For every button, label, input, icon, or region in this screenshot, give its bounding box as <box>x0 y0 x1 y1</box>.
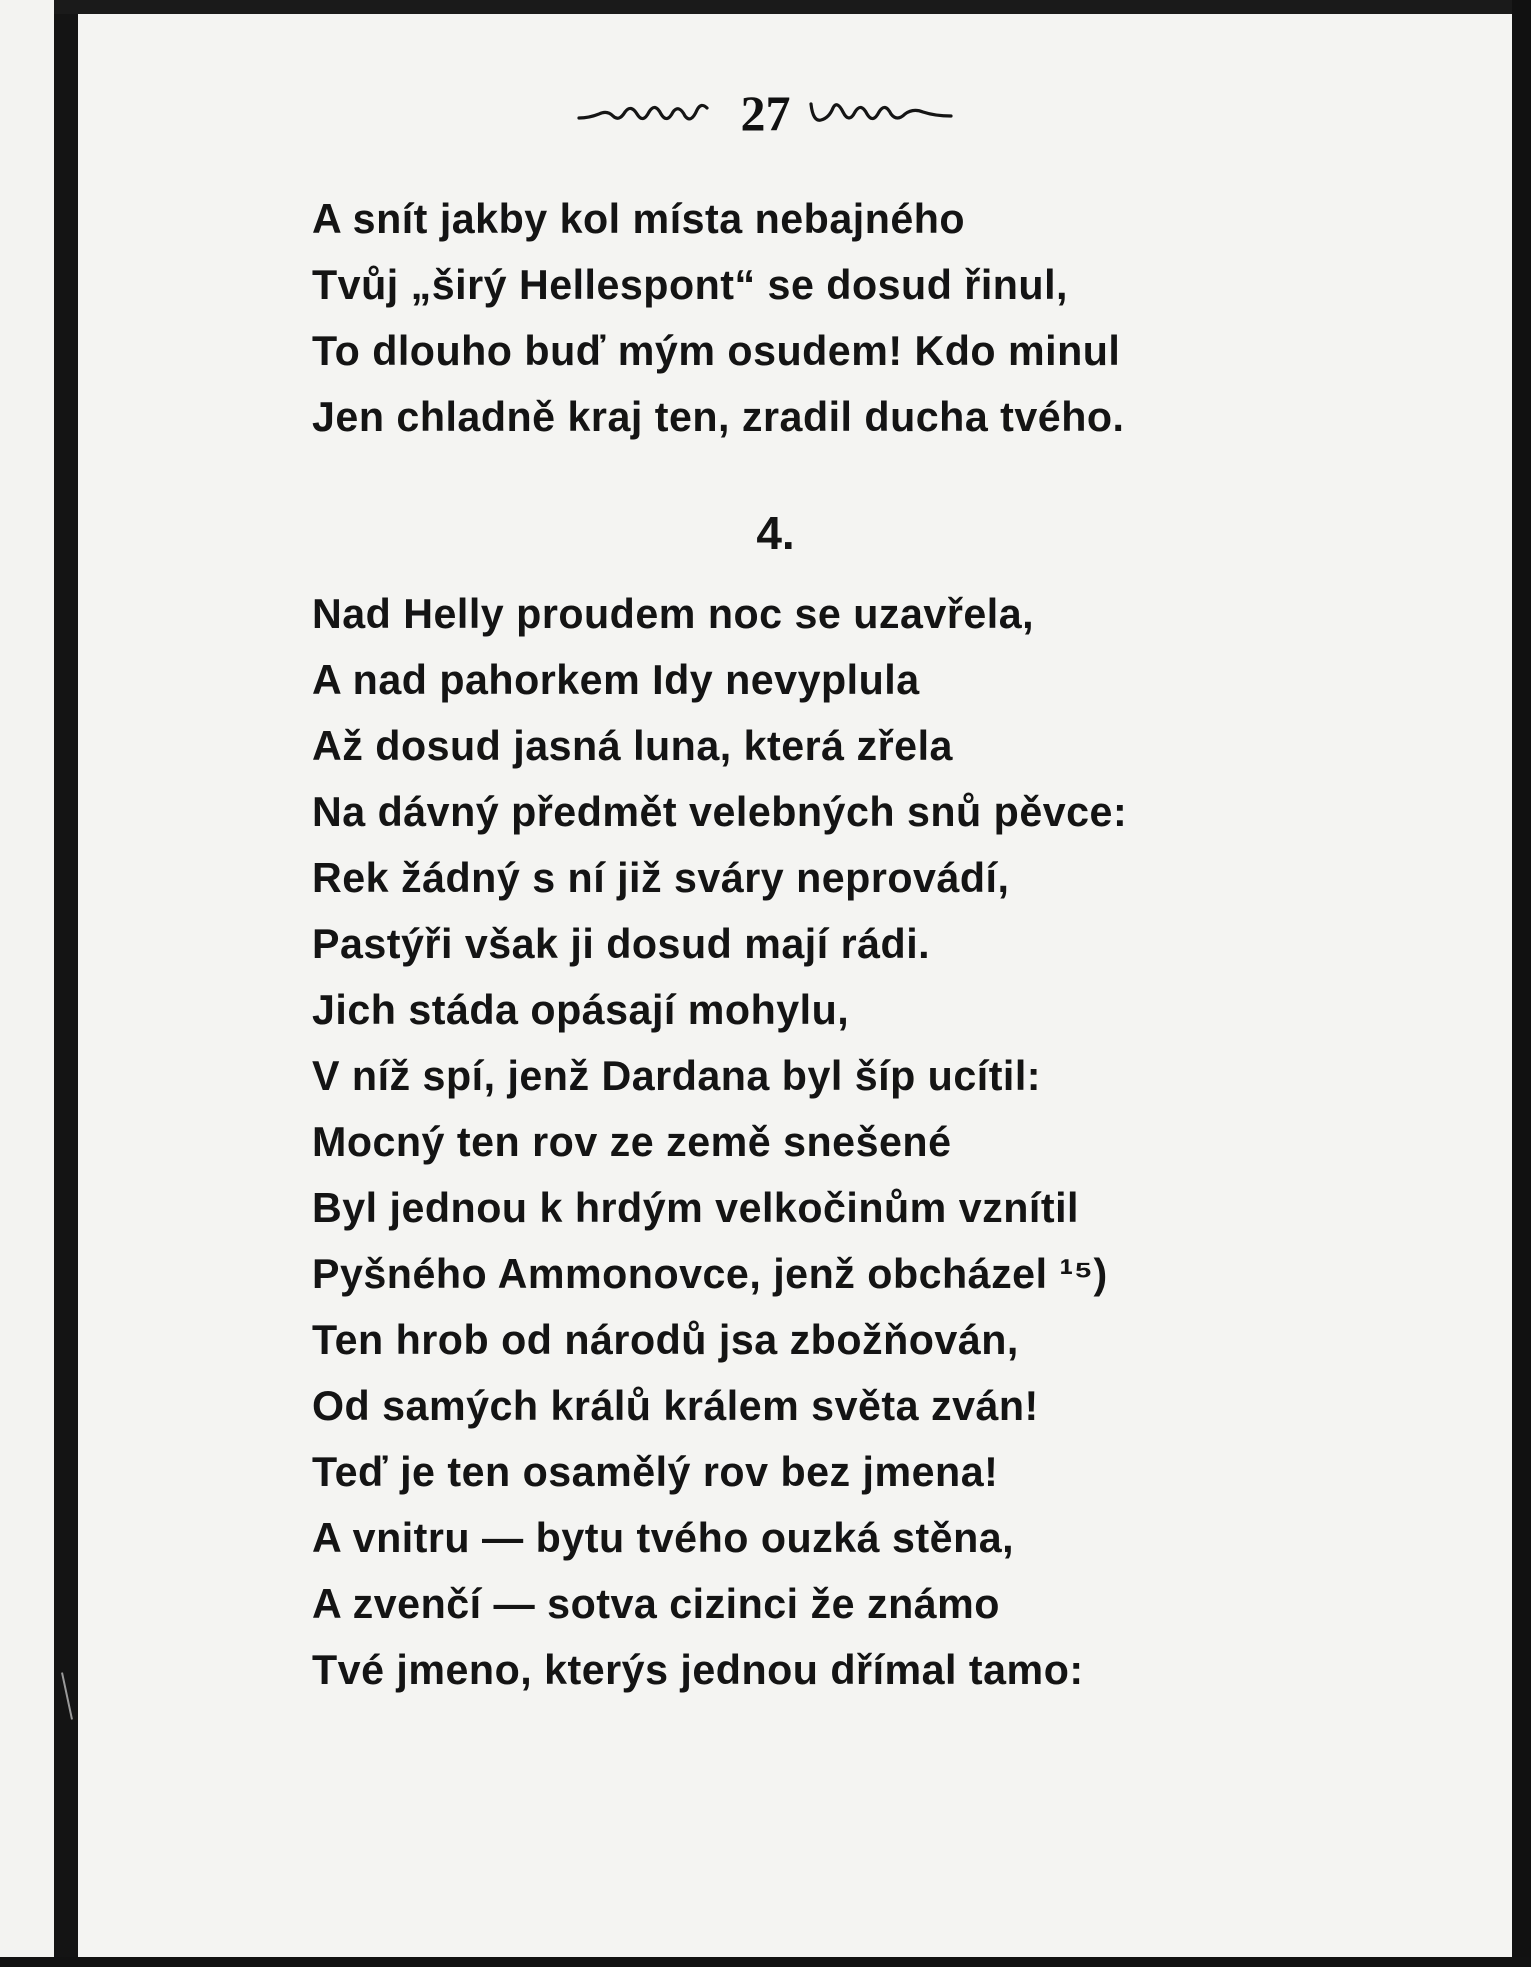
verse-line: A snít jakby kol místa nebajného <box>312 195 966 242</box>
page-number: 27 <box>740 85 791 141</box>
stanza-2 <box>312 581 1460 1703</box>
verse-line: Jen chladně kraj ten, zradil ducha tvého. <box>312 393 1125 440</box>
scan-artifact <box>61 1672 73 1719</box>
wavy-line-ornament-left-icon <box>577 98 727 128</box>
section-number: 4. <box>756 507 795 559</box>
verse-line: Jich stáda opásají mohylu, <box>312 986 850 1033</box>
verse-line: A vnitru — bytu tvého ouzká stěna, <box>312 1514 1015 1561</box>
verse-line: Na dávný předmět velebných snů pěvce: <box>312 788 1128 835</box>
verse-line: Od samých králů králem světa zván! <box>312 1382 1039 1429</box>
adjacent-page-margin <box>0 0 54 1967</box>
verse-line: A zvenčí — sotva cizinci že známo <box>312 1580 1000 1627</box>
verse-line: V níž spí, jenž Dardana byl šíp ucítil: <box>312 1052 1042 1099</box>
verse-line: Rek žádný s ní již sváry neprovádí, <box>312 854 1010 901</box>
verse-line: Až dosud jasná luna, která zřela <box>312 722 953 769</box>
verse-line: A nad pahorkem Idy nevyplula <box>312 656 920 703</box>
verse-line: Tvé jmeno, kterýs jednou dřímal tamo: <box>312 1646 1084 1693</box>
scan-top-border <box>0 0 1531 14</box>
verse-line: Mocný ten rov ze země snešené <box>312 1118 952 1165</box>
stanza-1 <box>312 186 1460 450</box>
verse-line: Byl jednou k hrdým velkočinům vznítil <box>312 1184 1079 1231</box>
scan-right-border <box>1512 0 1531 1967</box>
verse-line: Teď je ten osamělý rov bez jmena! <box>312 1448 999 1495</box>
verse-line: Pastýři však ji dosud mají rádi. <box>312 920 931 967</box>
verse-line: Pyšného Ammonovce, jenž obcházel ¹⁵) <box>312 1250 1108 1297</box>
verse-line: To dlouho buď mým osudem! Kdo minul <box>312 327 1121 374</box>
verse-line: Ten hrob od národů jsa zbožňován, <box>312 1316 1019 1363</box>
wavy-line-ornament-right-icon <box>805 98 955 128</box>
verse-line: Nad Helly proudem noc se uzavřela, <box>312 590 1035 637</box>
page-header <box>0 85 1531 141</box>
verse-line: Tvůj „širý Hellespont“ se dosud řinul, <box>312 261 1068 308</box>
scan-bottom-border <box>0 1957 1531 1967</box>
